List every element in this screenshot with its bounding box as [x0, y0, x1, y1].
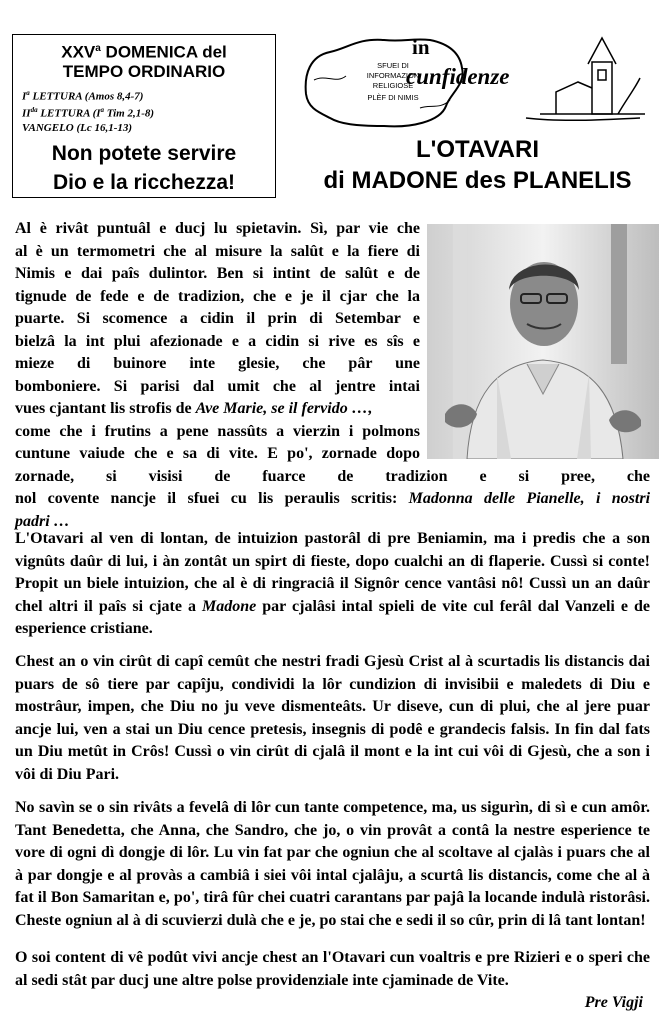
text-line: zornade, si visisi de fuarce de tradizion e si pree, che — [15, 467, 650, 485]
first-reading: $I^a$ LETTURA (Amos 8,4-7) — [22, 88, 144, 103]
text-line: puarte. Si scomence a cidin il prin di Setembar e — [15, 310, 420, 327]
paragraph-5: O soi content di vê podût vivi ancje chest an l'Otavari cun voaltris e pre Rizieri e o speri che al sedi stât par ducj une altre polse providenziale inte cjaminade de Vite. — [15, 949, 650, 989]
text-line: padri … — [15, 512, 70, 530]
header-right — [300, 34, 660, 204]
paragraph-4: No savìn se o sin rivâts a fevelâ di lôr cun tante competence, ma, us sigurìn, di sì e cun amôr. Tant Benedetta, che Anna, che Sandro, che jo, o vin provât a contâ la nestre esperience te vore di ogni dì dongje di lôr. Lu vin fat par che ogniun che al scoltave al cjalàs i puars che al à par dongje e al provàs a cambiâ i siei vôi intal cjalâju, a scurtâ lis distancis, come che al à fat il Bon Samaritan e, po', tirâ fûr chei cuatri carantans par pajâ la locande indulà ristorâsi. Cheste ogniun al à di scuvierzi dulà che e je, po stai che e sedi il so cûr, prin di lâ tant lontan! — [15, 799, 650, 929]
paragraph-3: Chest an o vin cirût di capî cemût che nestri fradi Gjesù Crist al à scurtadis lis distancis dai puars de sô tiere par capîju, condividi la lôr cundizion di invisibii e maledets di Diu e mostrâur, impen, che Diu no ju veve dismenteâts. Ur diseve, cun di plui, che al jere puar ancje lui, ven a stai un Diu cence pretesis, insegnis di podê e grandecis falsis. In fin dal fats un Diu metût in Crôs! Cussì o vin cirût di cjalâ il mont e la int cui vôi di Gjesù, che a son i vôi di Diu Pari. — [15, 653, 650, 783]
gospel-reading: VANGELO (Lc 16,1-13) — [22, 121, 133, 134]
logo-in-text: in — [412, 35, 430, 59]
logo-line-3: RELIGIOSE — [372, 81, 414, 90]
paragraph-2: L'Otavari al ven di lontan, de intuizion pastorâl di pre Beniamin, ma i predis che a son vignûts daûr di lui, i àn zontât un spirt di fieste, dopo cualchi an di flaperie. Cussì si conte! Propit un biele intuizion, che al è di ringraciâ il Signôr cence vantâsi nô! Cussì un an daûr chel altri il paîs si cjate a Madone par cjalâsi intal spieli de vite cul ferâl dal Vanzeli e de esperience cristiane. — [15, 530, 651, 637]
text-line: mieze di buinore inte glesie, che pâr une — [15, 355, 420, 372]
second-reading: $II^{da}$ LETTURA ($I^a$ Tim 2,1-8) — [22, 106, 155, 120]
in-cunfidenze-logo — [300, 34, 645, 134]
text-line: Al è rivât puntuâl e ducj lu spietavin. Sì, par vie che — [15, 220, 420, 237]
text-line: cuntune vaiude che e sa di vite. E po', zornade dopo — [15, 445, 420, 462]
church-tower-icon — [526, 38, 645, 120]
text-line: bomboniere. Si parisi dal umit che al jentre intai — [15, 377, 420, 395]
sunday-title: XXV$^a$ DOMENICA del TEMPO ORDINARIO — [61, 42, 227, 81]
text-line: bielzâ la int plui afezionade e a cidin si rive es sîs e — [15, 332, 420, 350]
otavari-title: L'OTAVARI di MADONE des PLANELIS — [323, 136, 632, 194]
logo-line-2: INFORMAZION — [366, 71, 420, 80]
gospel-title: Non potete servire Dio e la ricchezza! — [51, 141, 237, 194]
logo-cunfidenze-text: cunfidenze — [406, 64, 510, 89]
signature: Pre Vigji — [584, 994, 643, 1011]
paragraph-1 — [15, 218, 650, 533]
text-line: Nimis e dai paîs dulintor. Ben si intint de salût e de — [15, 265, 420, 282]
readings-box — [12, 34, 276, 198]
text-line: tignude de fede e de tradizion, che e je il cjar che la — [15, 287, 420, 305]
text-line: al è un termometri che al misure la salût e la fiere di — [15, 242, 420, 260]
readings-list — [22, 86, 275, 135]
logo-line-1: SFUEI DI — [377, 61, 409, 70]
text-line: come che i frutins a pene nassûts a vierzin i polmons — [15, 422, 420, 440]
text-line: nol covente nancje il sfuei cu lis peraulis scritis: Madonna delle Pianelle, i nostri — [15, 490, 651, 507]
logo-line-4: PLÈF DI NIMIS — [367, 93, 419, 102]
text-line: vues cjantant lis strofis de Ave Marie, se il fervido …, — [15, 400, 372, 417]
